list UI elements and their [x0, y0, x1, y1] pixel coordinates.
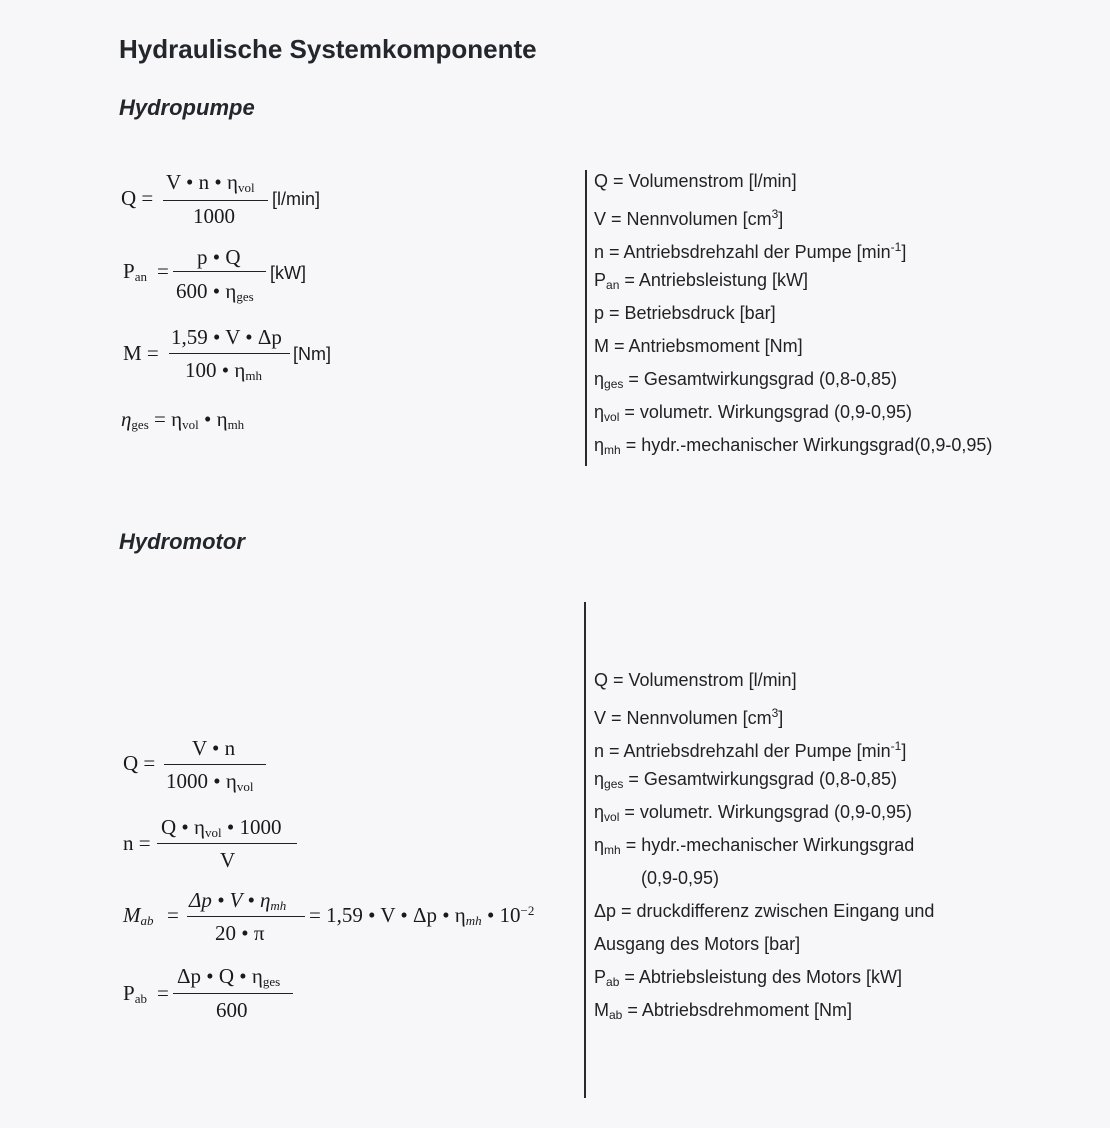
fraction-bar — [169, 353, 290, 354]
legend-item: Q = Volumenstrom [l/min] — [594, 171, 797, 191]
legend-item: $\eta_{mh}$ = hydr.-mechanischer Wirkungsgrad — [594, 835, 915, 857]
fraction-bar — [173, 993, 293, 994]
legend-item: $\eta_{mh}$ = hydr.-mechanischer Wirkungsgrad(0,9-0,95) — [594, 435, 993, 457]
page-title: Hydraulische Systemkomponente — [119, 34, 537, 64]
legend-item: $\eta_{ges}$ = Gesamtwirkungsgrad (0,8-0,85) — [594, 369, 897, 391]
divider-line — [585, 170, 587, 466]
legend-item: M = Antriebsmoment [Nm] — [594, 336, 803, 356]
legend-item: p = Betriebsdruck [bar] — [594, 303, 776, 323]
fraction-bar — [164, 764, 266, 765]
legend-item: $\eta_{ges}$ = Gesamtwirkungsgrad (0,8-0,85) — [594, 769, 897, 791]
legend-item: Δp = druckdifferenz zwischen Eingang und — [594, 901, 935, 921]
legend-item: $P_{ab}$ = Abtriebsleistung des Motors [kW] — [594, 967, 902, 989]
fraction-bar — [163, 200, 268, 201]
legend-item: Ausgang des Motors [bar] — [594, 934, 801, 954]
legend-pump — [594, 165, 992, 462]
legend-item: V = Nennvolumen $[cm^3]$ — [594, 706, 784, 728]
legend-item: V = Nennvolumen $[cm^3]$ — [594, 207, 784, 229]
fraction-bar — [157, 843, 297, 844]
legend-item: n = Antriebsdrehzahl der Pumpe $[\min^{-1}]$ — [594, 739, 907, 761]
section-heading-pump: Hydropumpe — [119, 95, 255, 120]
divider-line — [584, 602, 586, 1098]
legend-item: $M_{ab}$ = Abtriebsdrehmoment [Nm] — [594, 1000, 852, 1022]
section-heading-motor: Hydromotor — [119, 529, 245, 554]
legend-item: n = Antriebsdrehzahl der Pumpe $[\min^{-1}]$ — [594, 240, 907, 262]
legend-item: $\eta_{vol}$ = volumetr. Wirkungsgrad (0,9-0,95) — [594, 802, 912, 824]
fraction-bar — [187, 916, 305, 917]
legend-motor — [594, 664, 934, 1027]
fraction-bar — [173, 271, 266, 272]
legend-item: Q = Volumenstrom [l/min] — [594, 670, 797, 690]
legend-item: (0,9-0,95) — [641, 868, 720, 888]
legend-item: $P_{an}$ = Antriebsleistung [kW] — [594, 270, 808, 292]
legend-item: $\eta_{vol}$ = volumetr. Wirkungsgrad (0,9-0,95) — [594, 402, 912, 424]
